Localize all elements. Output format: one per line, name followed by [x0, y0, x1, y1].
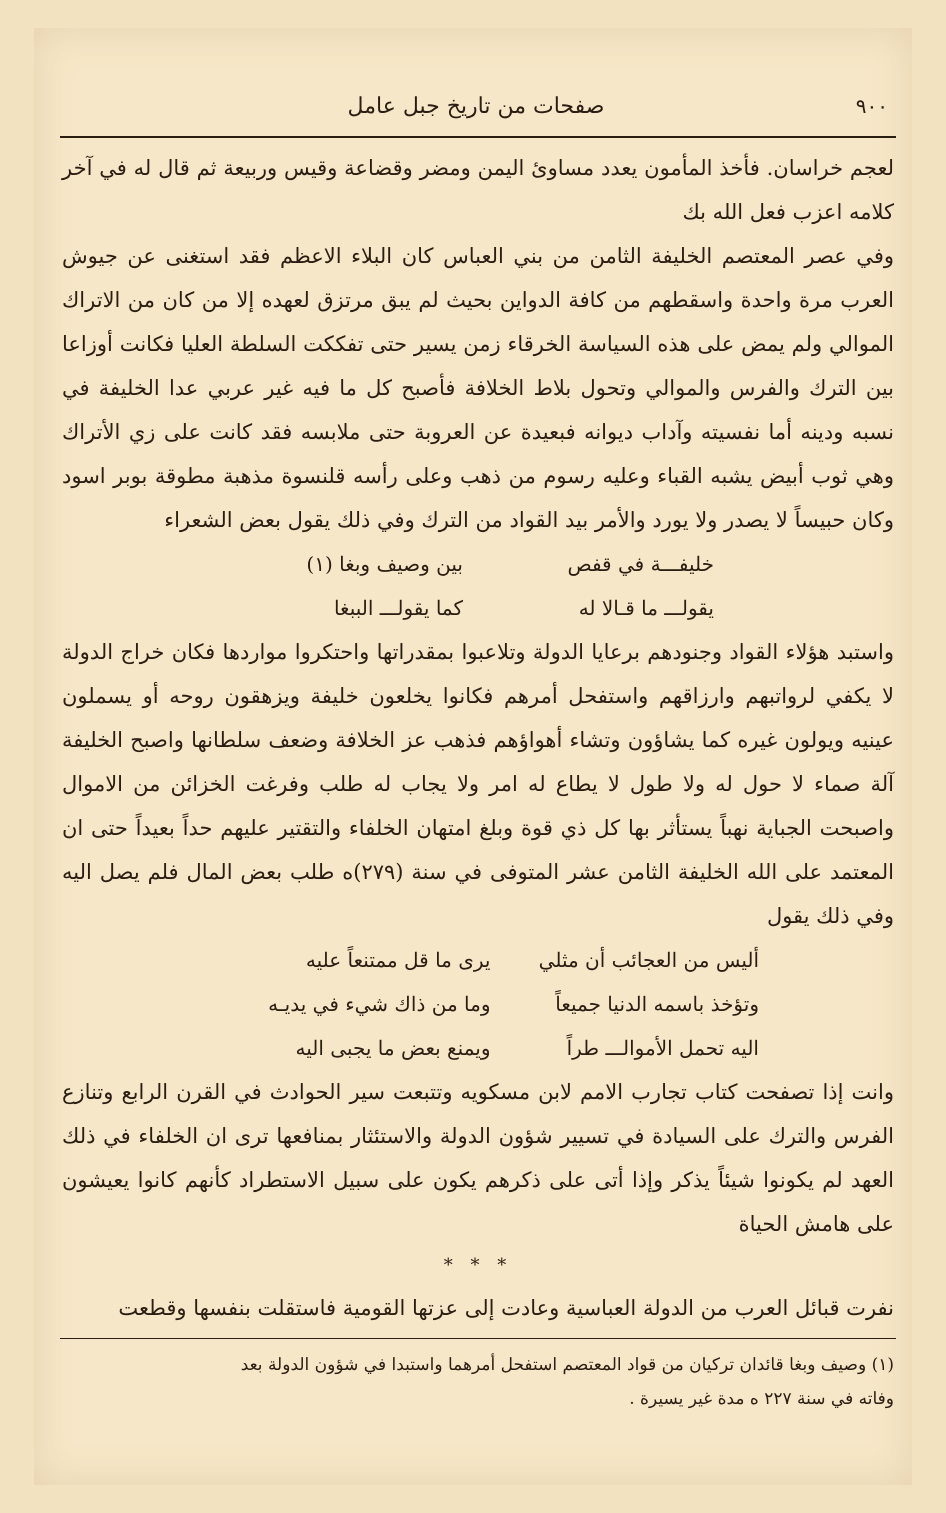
main-text: [62, 146, 894, 1330]
poem-couplet: [62, 982, 894, 1026]
header-rule: [60, 136, 896, 138]
hemistich-second: بين وصيف وبغا (١): [306, 552, 463, 576]
poem-couplet: [62, 938, 894, 982]
poem-couplet: [62, 1026, 894, 1070]
hemistich-second: وما من ذاك شيء في يديـه: [268, 992, 491, 1016]
running-title: صفحات من تاريخ جبل عامل: [347, 94, 605, 119]
paragraph-3: واستبد هؤلاء القواد وجنودهم برعايا الدولة وتلاعبوا بمقدراتها واحتكروا مواردها فكان خراج الدولة لا يكفي لرواتبهم وارزاقهم واستفحل أمرهم فكانوا يخلعون خليفة ويزهقون روحه أو يسملون عينيه ويولون غيره كما يشاؤون وتشاء أهواؤهم فذهب عز الخلافة وضعف سلطانها واصبح الخليفة آلة صماء لا حول له ولا طول لا يطاع له امر ولا يجاب له طلب وفرغت الخزائن من الاموال واصبحت الجباية نهباً يستأثر بها كل ذي قوة وبلغ امتهان الخلفاء والتقتير عليهم حداً بعيداً حتى ان المعتمد على الله الخليفة الثامن عشر المتوفى في سنة (٢٧٩)ه طلب بعض المال فلم يصل اليه وفي ذلك يقول: [62, 640, 894, 928]
poem-2: [62, 938, 894, 1070]
page-number: ٩٠٠: [855, 94, 888, 118]
page-header: [58, 90, 894, 134]
hemistich-first: خليفـــة في قفص: [567, 552, 714, 576]
paragraph-2: وفي عصر المعتصم الخليفة الثامن من بني العباس كان البلاء الاعظم فقد استغنى عن جيوش العرب مرة واحدة واسقطهم من كافة الدواين بحيث لم يبق مرتزق لعهده إلا من كان من الاتراك الموالي ولم يمض على هذه السياسة الخرقاء زمن يسير حتى تفككت السلطة العليا فكانت أوزاعا بين الترك والفرس والموالي وتحول بلاط الخلافة فأصبح كل ما فيه غير عربي عدا الخليفة في نسبه ودينه أما نفسيته وآداب ديوانه فبعيدة عن العروبة حتى ملابسه فقد كانت على زي الأتراك وهي ثوب أبيض يشبه القباء وعليه رسوم من ذهب وعلى رأسه قلنسوة مذهبة مطوقة بوبر اسود وكان حبيساً لا يصدر ولا يورد والأمر بيد القواد من الترك وفي ذلك يقول بعض الشعراء: [62, 244, 894, 532]
footnote-rule: [60, 1338, 896, 1339]
hemistich-first: وتؤخذ باسمه الدنيا جميعاً: [555, 992, 759, 1016]
hemistich-first: أليس من العجائب أن مثلي: [538, 948, 759, 972]
hemistich-second: كما يقولـــ الببغا: [333, 596, 463, 620]
poem-couplet: [62, 586, 894, 630]
footnote-line: (١) وصيف وبغا قائدان تركيان من قواد المعتصم استفحل أمرهما واستبدا في شؤون الدولة بعد: [240, 1355, 894, 1375]
hemistich-second: ويمنع بعض ما يجبى اليه: [295, 1036, 491, 1060]
paragraph-4: وانت إذا تصفحت كتاب تجارب الامم لابن مسكويه وتتبعت سير الحوادث في القرن الرابع وتنازع الفرس والترك على السيادة في تسيير شؤون الدولة والاستئثار بمنافعها ترى ان الخلفاء في ذلك العهد لم يكونوا شيئاً يذكر وإذا أتى على ذكرهم يكون على سبيل الاستطراد كأنهم كانوا يعيشون على هامش الحياة: [62, 1080, 894, 1236]
footnote: [62, 1348, 894, 1416]
paragraph-1: لعجم خراسان. فأخذ المأمون يعدد مساوئ اليمن ومضر وقضاعة وقيس وربيعة ثم قال له في آخر كلامه اعزب فعل الله بك: [62, 156, 894, 224]
poem-1: [62, 542, 894, 630]
footnote-line: وفاته في سنة ٢٢٧ ه مدة غير يسيرة .: [629, 1389, 894, 1409]
hemistich-first: اليه تحمل الأموالـــ طراً: [566, 1036, 759, 1060]
paragraph-5: نفرت قبائل العرب من الدولة العباسية وعادت إلى عزتها القومية فاستقلت بنفسها وقطعت: [118, 1296, 894, 1320]
hemistich-second: يرى ما قل ممتنعاً عليه: [305, 948, 491, 972]
poem-couplet: [62, 542, 894, 586]
section-separator: * * *: [443, 1255, 513, 1276]
hemistich-first: يقولـــ ما قـالا له: [578, 596, 714, 620]
